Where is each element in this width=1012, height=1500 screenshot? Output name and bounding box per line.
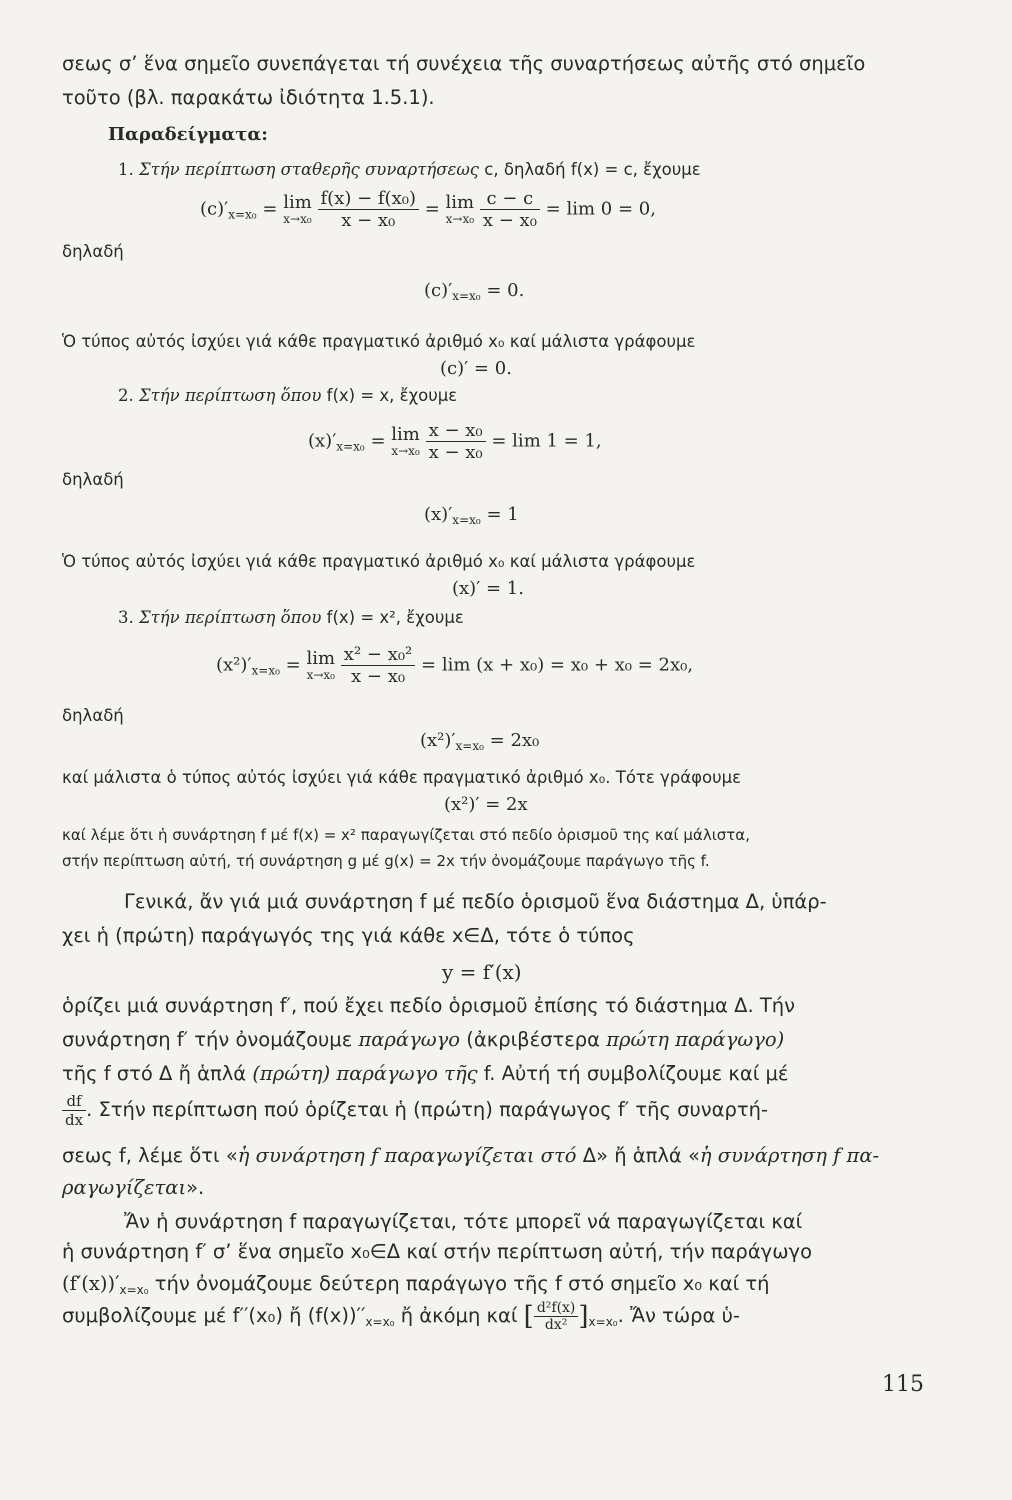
frac-den: dx² bbox=[544, 1317, 568, 1333]
general-line-7 bbox=[62, 1144, 879, 1167]
eq1-frac-1 bbox=[318, 188, 419, 231]
l7-part-a: σεως f, λέμε ὅτι « bbox=[62, 1144, 238, 1167]
example-1-note: Ὁ τύπος αὐτός ἰσχύει γιά κάθε πραγματικό ἀριθμό x₀ καί μάλιστα γράφουμε bbox=[62, 332, 696, 351]
lim-under: x→x₀ bbox=[283, 211, 312, 226]
result-val: = 1 bbox=[486, 504, 519, 525]
l3-text: τήν ὀνομάζουμε δεύτερη παράγωγο τῆς f στό σημεῖο x₀ καί τή bbox=[154, 1272, 770, 1295]
example-3-number: 3. bbox=[118, 608, 134, 627]
l4-text-a: συμβολίζουμε μέ f′′(x₀) ἤ (f(x))′′ bbox=[62, 1304, 366, 1327]
example-2-dilady: δηλαδή bbox=[62, 470, 124, 489]
l7-part-d: ἡ συνάρτηση f πα- bbox=[699, 1144, 880, 1167]
eq2-tail: = lim 1 = 1, bbox=[491, 430, 602, 452]
frac-den: x − x₀ bbox=[351, 666, 406, 687]
l3-expr: (f′(x))′ bbox=[62, 1272, 120, 1295]
df-dx-fraction bbox=[62, 1092, 86, 1129]
frac-num: x² − x₀² bbox=[341, 644, 415, 666]
example-3-para-1: καί λέμε ὅτι ἡ συνάρτηση f μέ f(x) = x² παραγωγίζεται στό πεδίο ὁρισμοῦ της καί μάλιστα, bbox=[62, 826, 750, 844]
example-2-equation bbox=[308, 420, 602, 463]
l5-part-b: (πρώτη) παράγωγο τῆς bbox=[252, 1062, 478, 1085]
l4-part-a: συνάρτηση f′ τήν ὀνομάζουμε bbox=[62, 1028, 353, 1051]
eq1-eq: = bbox=[262, 198, 278, 220]
example-1-lead: Στήν περίπτωση σταθερῆς συναρτήσεως bbox=[139, 160, 480, 179]
general-line-3: ὁρίζει μιά συνάρτηση f′, πού ἔχει πεδίο ὁρισμοῦ ἐπίσης τό διάστημα Δ. Τήν bbox=[62, 994, 796, 1017]
l4-part-d: πρώτη παράγωγο) bbox=[606, 1028, 785, 1051]
l4-sub: x=x₀ bbox=[365, 1315, 395, 1329]
second-line-4 bbox=[62, 1300, 740, 1333]
example-1-formula: (c)′ = 0. bbox=[440, 358, 512, 379]
example-3-equation bbox=[216, 644, 693, 687]
general-line-8 bbox=[62, 1176, 204, 1199]
example-3-intro bbox=[118, 608, 464, 627]
eq2-lim bbox=[391, 425, 420, 458]
second-line-3 bbox=[62, 1272, 770, 1297]
frac-num: d²f(x) bbox=[534, 1300, 579, 1317]
example-1-intro bbox=[118, 160, 701, 179]
bracket-close: ] bbox=[578, 1301, 589, 1332]
bracket-open: [ bbox=[523, 1301, 534, 1332]
example-1-rest: c, δηλαδή f(x) = c, ἔχουμε bbox=[484, 160, 701, 179]
example-2-rest: f(x) = x, ἔχουμε bbox=[326, 386, 458, 405]
example-3-para-2: στήν περίπτωση αὐτή, τή συνάρτηση g μέ g(x) = 2x τήν ὀνομάζουμε παράγωγο τῆς f. bbox=[62, 852, 710, 870]
lim-under: x→x₀ bbox=[391, 443, 420, 458]
example-3-note: καί μάλιστα ὁ τύπος αὐτός ἰσχύει γιά κάθε πραγματικό ἀριθμό x₀. Τότε γράφουμε bbox=[62, 768, 742, 787]
eq1-tail: = lim 0 = 0, bbox=[545, 198, 656, 220]
intro-line-2: τοῦτο (βλ. παρακάτω ἰδιότητα 1.5.1). bbox=[62, 86, 435, 109]
lim-under: x→x₀ bbox=[306, 667, 335, 682]
eq3-lhs: (x²)′ bbox=[216, 654, 252, 676]
eq3-eq: = bbox=[285, 654, 301, 676]
frac-num: x − x₀ bbox=[426, 420, 486, 442]
result-val: = 0. bbox=[486, 280, 525, 301]
example-3-formula: (x²)′ = 2x bbox=[444, 794, 528, 815]
l5-part-c: f. Αὐτή τή συμβολίζουμε καί μέ bbox=[483, 1062, 789, 1085]
general-line-4 bbox=[62, 1028, 784, 1051]
example-1-result bbox=[424, 280, 524, 303]
section-heading: Παραδείγματα: bbox=[108, 124, 268, 145]
general-line-2: χει ἡ (πρώτη) παράγωγός της γιά κάθε x∈Δ, τότε ὁ τύπος bbox=[62, 924, 635, 947]
general-line-5 bbox=[62, 1062, 788, 1085]
general-line-6 bbox=[62, 1092, 768, 1129]
eq1-lim-2 bbox=[446, 193, 475, 226]
eq3-frac bbox=[341, 644, 415, 687]
example-2-lead: Στήν περίπτωση ὅπου bbox=[139, 386, 322, 405]
eq2-eq: = bbox=[370, 430, 386, 452]
lim-text: lim bbox=[391, 424, 420, 445]
eq1-frac-2 bbox=[480, 188, 540, 231]
lim-text: lim bbox=[283, 192, 312, 213]
frac-num: c − c bbox=[480, 188, 540, 210]
eq1-lim-1 bbox=[283, 193, 312, 226]
result-val: = 2x₀ bbox=[489, 730, 540, 751]
example-3-result bbox=[420, 730, 539, 753]
frac-num: df bbox=[62, 1092, 86, 1111]
result-sub: x=x₀ bbox=[452, 289, 481, 303]
example-2-number: 2. bbox=[118, 386, 134, 405]
frac-den: dx bbox=[65, 1111, 84, 1129]
example-1-equation bbox=[200, 188, 656, 231]
eq1-lhs-sub: x=x₀ bbox=[228, 207, 257, 222]
eq1-eq-2: = bbox=[424, 198, 440, 220]
frac-den: x − x₀ bbox=[482, 210, 537, 231]
d2f-fraction bbox=[534, 1300, 579, 1333]
frac-num: f(x) − f(x₀) bbox=[318, 188, 419, 210]
l4-text-c: . Ἄν τώρα ὑ- bbox=[617, 1304, 740, 1327]
l8-part-a: ραγωγίζεται bbox=[62, 1176, 187, 1199]
general-line-1: Γενικά, ἄν γιά μιά συνάρτηση f μέ πεδίο ὁρισμοῦ ἕνα διάστημα Δ, ὑπάρ- bbox=[124, 890, 827, 913]
example-1-dilady: δηλαδή bbox=[62, 242, 124, 261]
example-2-intro bbox=[118, 386, 457, 405]
example-1-number: 1. bbox=[118, 160, 134, 179]
l7-part-b: ἡ συνάρτηση f παραγωγίζεται στό bbox=[237, 1144, 577, 1167]
page-number: 115 bbox=[882, 1372, 924, 1397]
frac-den: x − x₀ bbox=[341, 210, 396, 231]
l3-sub: x=x₀ bbox=[119, 1283, 149, 1297]
lim-text: lim bbox=[306, 648, 336, 669]
l4-part-c: (ἀκριβέστερα bbox=[466, 1028, 601, 1051]
second-line-1: Ἄν ἡ συνάρτηση f παραγωγίζεται, τότε μπορεῖ νά παραγωγίζεται καί bbox=[124, 1210, 803, 1233]
result-lhs: (c)′ bbox=[424, 280, 453, 301]
l4-text-b: ἤ ἀκόμη καί bbox=[400, 1304, 518, 1327]
example-3-dilady: δηλαδή bbox=[62, 706, 124, 725]
l6-text: . Στήν περίπτωση πού ὁρίζεται ἡ (πρώτη) παράγωγος f′ τῆς συναρτή- bbox=[86, 1098, 769, 1121]
eq2-lhs: (x)′ bbox=[308, 430, 337, 452]
general-formula: y = f′(x) bbox=[442, 960, 522, 984]
result-sub: x=x₀ bbox=[452, 513, 481, 527]
result-sub: x=x₀ bbox=[455, 739, 484, 753]
l5-part-a: τῆς f στό Δ ἤ ἁπλά bbox=[62, 1062, 247, 1085]
intro-line-1: σεως σ’ ἕνα σημεῖο συνεπάγεται τή συνέχεια τῆς συναρτήσεως αὐτῆς στό σημεῖο bbox=[62, 52, 866, 75]
frac-den: x − x₀ bbox=[428, 442, 483, 463]
example-2-result bbox=[424, 504, 519, 527]
eq2-frac bbox=[426, 420, 486, 463]
l7-part-c: Δ» ἤ ἁπλά « bbox=[582, 1144, 700, 1167]
result-lhs: (x²)′ bbox=[420, 730, 456, 751]
eq3-lim bbox=[306, 649, 335, 682]
eq2-lhs-sub: x=x₀ bbox=[336, 439, 365, 454]
example-3-rest: f(x) = x², ἔχουμε bbox=[326, 608, 464, 627]
second-line-2: ἡ συνάρτηση f′ σ’ ἕνα σημεῖο x₀∈Δ καί στήν περίπτωση αὐτή, τήν παράγωγο bbox=[62, 1240, 813, 1263]
eq3-lhs-sub: x=x₀ bbox=[251, 663, 280, 678]
l8-part-b: ». bbox=[186, 1176, 205, 1199]
example-2-formula: (x)′ = 1. bbox=[452, 578, 524, 599]
eq3-tail: = lim (x + x₀) = x₀ + x₀ = 2x₀, bbox=[421, 654, 694, 676]
lim-under: x→x₀ bbox=[445, 211, 475, 226]
example-2-note: Ὁ τύπος αὐτός ἰσχύει γιά κάθε πραγματικό ἀριθμό x₀ καί μάλιστα γράφουμε bbox=[62, 552, 696, 571]
eq1-lhs: (c)′ bbox=[200, 198, 229, 220]
lim-text: lim bbox=[445, 192, 475, 213]
d2-sub: x=x₀ bbox=[588, 1315, 618, 1329]
example-3-lead: Στήν περίπτωση ὅπου bbox=[139, 608, 322, 627]
result-lhs: (x)′ bbox=[424, 504, 453, 525]
l4-part-b: παράγωγο bbox=[358, 1028, 461, 1051]
